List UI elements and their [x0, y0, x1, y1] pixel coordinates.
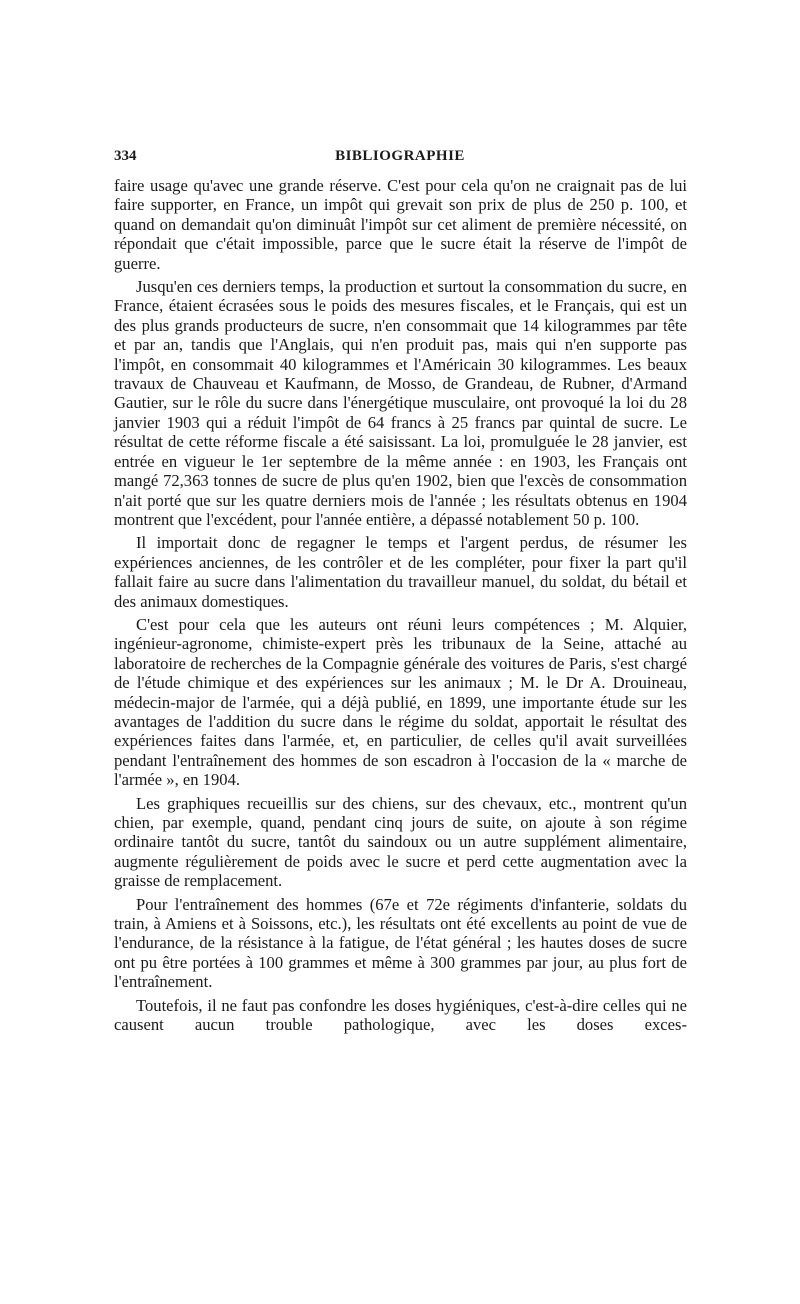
running-head — [114, 148, 686, 172]
paragraph-training: Pour l'entraînement des hommes (67e et 72e régiments d'infanterie, soldats du train, à Amiens et à Soissons, etc.), les résultats ont été excellents au point de vue de l'endurance, de la résistance à la fatigue, de l'état général ; les hautes doses de sucre ont pu être portées à 100 grammes et même à 300 grammes par jour, au plus fort de l'entraînement. — [114, 894, 687, 992]
paragraph-sugar-consumption: Jusqu'en ces derniers temps, la production et surtout la consommation du sucre, en France, étaient écrasées sous le poids des mesures fiscales, et le Français, qui est un des plus grands producteurs de sucre, n'en consommait que 14 kilogrammes par tête et par an, tandis que l'Anglais, qui n'en produit pas, mais qui n'en supporte pas l'impôt, en consommait 40 kilogrammes et l'Américain 30 kilogrammes. Les beaux travaux de Chauveau et Kaufmann, de Mosso, de Grandeau, de Rubner, d'Armand Gautier, sur le rôle du sucre dans l'énergétique musculaire, ont provoqué la loi du 28 janvier 1903 qui a réduit l'impôt de 64 francs à 25 francs par quintal de sucre. Le résultat de cette réforme fiscale a été saisissant. La loi, promulguée le 28 janvier, est entrée en vigueur le 1er septembre de la même année : en 1903, les Français ont mangé 72,363 tonnes de sucre de plus qu'en 1902, bien que l'excès de consommation n'ait porté que sur les quatre derniers mois de l'année ; les résultats obtenus en 1904 montrent que l'excédent, pour l'année entière, a dépassé notablement 50 p. 100. — [114, 277, 687, 529]
paragraph-graphs: Les graphiques recueillis sur des chiens, sur des chevaux, etc., montrent qu'un chien, par exemple, quand, pendant cinq jours de suite, on ajoute à son régime ordinaire tantôt du sucre, tantôt du saindoux ou un autre supplément alimentaire, augmente régulièrement de poids avec le sucre et perd cette augmentation avec la graisse de remplacement. — [114, 793, 687, 891]
paragraph-regain-time: Il importait donc de regagner le temps et l'argent perdus, de résumer les expériences anciennes, de les contrôler et de les compléter, pour fixer la part qu'il fallait faire au sucre dans l'alimentation du travailleur manuel, du soldat, du bétail et des animaux domestiques. — [114, 533, 687, 611]
running-title: BIBLIOGRAPHIE — [335, 148, 465, 164]
page-number: 334 — [114, 148, 137, 164]
paragraph-authors: C'est pour cela que les auteurs ont réuni leurs compétences ; M. Alquier, ingénieur-agronome, chimiste-expert près les tribunaux de la Seine, attaché au laboratoire de recherches de la Compagnie générale des voitures de Paris, s'est chargé de l'étude chimique et des expériences sur les animaux ; M. le Dr A. Drouineau, médecin-major de l'armée, qui a déjà publié, en 1899, une importante étude sur les avantages de l'addition du sucre dans le régime du soldat, apportait le résultat des expériences faites dans l'armée, et, en particulier, de celles qu'il avait surveillées pendant l'entraînement des hommes de son escadron à l'occasion de la « marche de l'armée », en 1904. — [114, 614, 687, 790]
paragraph-continued: faire usage qu'avec une grande réserve. C'est pour cela qu'on ne craignait pas de lui faire supporter, en France, un impôt qui grevait son prix de plus de 250 p. 100, et quand on demandait qu'on diminuât l'impôt sur cet aliment de première nécessité, on répondait que c'était impossible, parce que le sucre était la réserve de l'impôt de guerre. — [114, 176, 687, 273]
body-text — [114, 176, 687, 1034]
paragraph-doses: Toutefois, il ne faut pas confondre les doses hygiéniques, c'est-à-dire celles qui ne causent aucun trouble pathologique, avec les doses exces- — [114, 995, 687, 1035]
